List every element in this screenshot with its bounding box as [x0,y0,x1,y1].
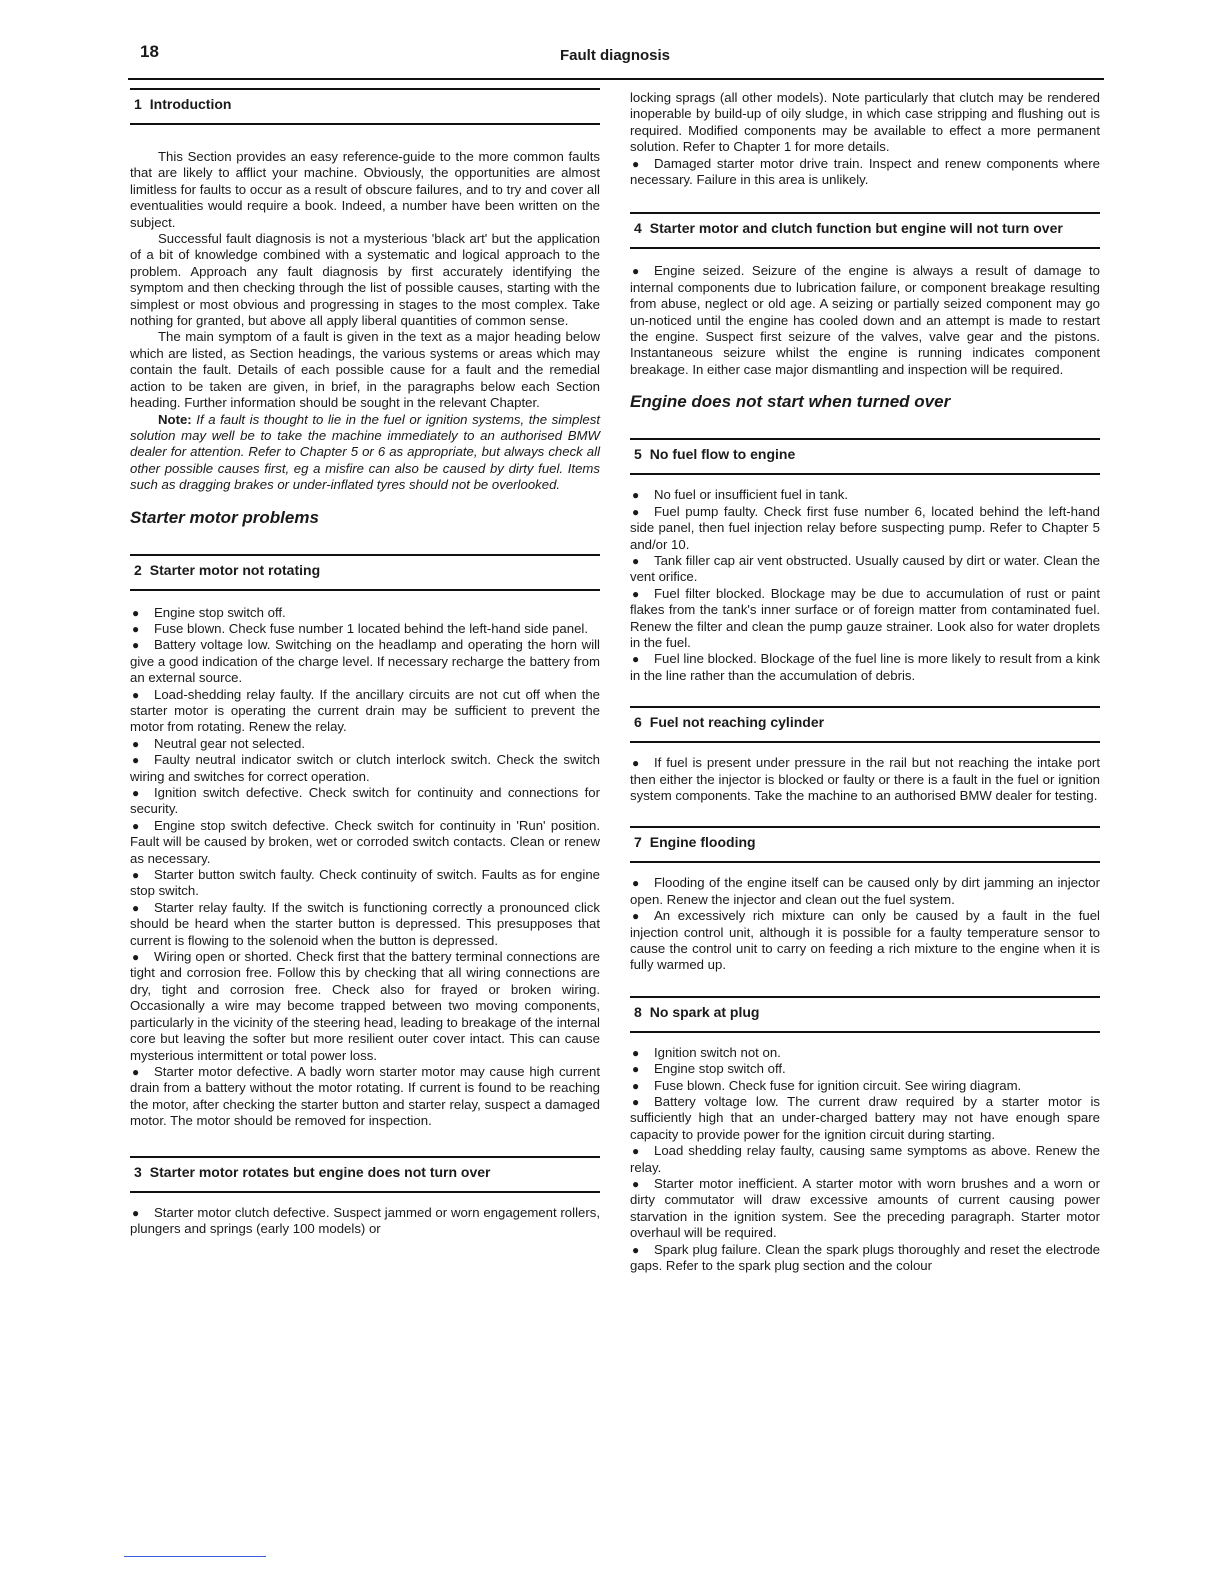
section-6-heading [630,706,1100,743]
section-title: Starter motor and clutch function but engine will not turn over [649,220,1063,237]
intro-paragraph: This Section provides an easy reference-guide to the more common faults that are likely to afflict your machine. Obviously, the opportunities are almost limitless for faults to occur as a result of obscure failures, and to try and cover all eventualities would require a book. Indeed, a number have been written on the subject. [130,149,600,230]
bullet-icon: ● [132,1205,140,1220]
bullet-icon: ● [132,950,140,965]
list-item: ● No fuel or insufficient fuel in tank. [632,487,849,503]
section-number: 6 [634,714,642,731]
section-5-heading [630,438,1100,475]
section-number: 4 [634,220,642,237]
section-8-heading [630,996,1100,1033]
bullet-icon: ● [132,786,140,800]
section-4-heading [630,212,1100,249]
section-title: No fuel flow to engine [649,446,796,463]
list-item: ● Faulty neutral indicator switch or clutch interlock switch. Check the switch wiring and switches for correct operation. [130,752,600,784]
bullet-icon: ● [132,736,140,751]
list-item: ● An excessively rich mixture can only be caused by a fault in the fuel injection control unit, although it is possible for a faulty temperature sensor to cause the control unit to carry on feeding a rich mixture to the engine when it is fully warmed up. [630,908,1100,973]
list-item: ● Fuel filter blocked. Blockage may be due to accumulation of rust or paint flakes from the tank's inner surface or of foreign matter from contaminated fuel. Renew the filter and clean the pump gauze strainer. Look also for water droplets in the fuel. [630,585,1100,650]
list-item: ● Damaged starter motor drive train. Inspect and renew components where necessary. Failure in this area is unlikely. [630,155,1100,188]
page-header [128,40,1104,80]
bullet-icon: ● [632,1062,640,1077]
bullet-icon: ● [632,909,640,924]
section-2-heading [130,554,600,591]
major-heading-starter: Starter motor problems [130,507,319,527]
bullet-icon: ● [132,687,140,702]
bullet-icon: ● [632,504,640,519]
left-column [130,84,600,1237]
list-item: ● Flooding of the engine itself can be caused only by dirt jamming an injector open. Renew the injector and clean out the fuel system. [630,875,1100,907]
list-item: ● Fuse blown. Check fuse number 1 located behind the left-hand side panel. [132,620,588,636]
list-item: ● Engine stop switch off. [132,604,286,620]
list-item: ● Battery voltage low. The current draw required by a starter motor is sufficiently high that an under-charged battery may not have enough spare capacity to provide power for the ignition circuit during starting. [630,1094,1100,1142]
section-2-items [130,605,600,1130]
bullet-icon: ● [632,876,640,891]
list-item: ● Ignition switch not on. [632,1044,781,1060]
section-title: Fuel not reaching cylinder [649,714,825,731]
major-heading-no-start: Engine does not start when turned over [630,392,951,412]
intro-note [130,412,600,494]
bullet-icon: ● [132,868,140,883]
bullet-icon: ● [632,553,640,568]
list-item: ● Engine stop switch off. [632,1061,786,1077]
bullet-icon: ● [132,1064,140,1079]
bullet-icon: ● [632,1144,640,1159]
list-item: ● Spark plug failure. Clean the spark plugs thoroughly and reset the electrode gaps. Refer to the spark plug section and the colour [630,1241,1100,1274]
intro-paragraph: The main symptom of a fault is given in the text as a major heading below which are listed, as Section headings, the various systems or areas which may contain the fault. Details of each possible cause for a fault and the remedial action to be taken are given, in brief, in the paragraphs below each Section heading. Further information should be sought in the relevant Chapter. [130,329,600,411]
bullet-icon: ● [632,756,640,771]
bullet-icon: ● [632,156,640,171]
list-item: ● Engine stop switch defective. Check switch for continuity in 'Run' position. Fault will be caused by broken, wet or corroded switch contacts. Clean or renew as necessary. [130,817,600,866]
bullet-icon: ● [132,605,140,620]
list-item: ● Ignition switch defective. Check switch for continuity and connections for security. [130,785,600,817]
intro-paragraph: Successful fault diagnosis is not a mysterious 'black art' but the application of a bit of knowledge combined with a systematic and logical approach to the problem. Approach any fault diagnosis by first accurately identifying the symptom and then checking through the list of possible causes, starting with the simplest or most obvious and progressing in stages to the most complex. Take nothing for granted, but above all apply liberal quantities of common sense. [130,231,600,329]
right-column [630,84,1100,1275]
bullet-icon: ● [632,1078,640,1093]
bullet-icon: ● [132,900,140,915]
list-item: ● If fuel is present under pressure in the rail but not reaching the intake port then either the injector is blocked or faulty or there is a fault in the fuel or ignition system components. Take the machine to an authorised BMW dealer for testing. [630,755,1100,803]
list-item: ● Tank filler cap air vent obstructed. Usually caused by dirt or water. Clean the vent orifice. [630,552,1100,585]
list-item: ● Fuel pump faulty. Check first fuse number 6, located behind the left-hand side panel, then fuel injection relay before suspecting pump. Refer to Chapter 5 and/or 10. [630,503,1100,552]
section-title: Starter motor rotates but engine does not turn over [149,1163,491,1180]
list-item: ● Fuel line blocked. Blockage of the fuel line is more likely to result from a kink in the line rather than the accumulation of debris. [630,651,1100,683]
bullet-icon: ● [632,264,640,279]
section-1-heading [130,88,600,125]
section-7-heading [630,826,1100,863]
bullet-icon: ● [632,1095,640,1110]
bullet-icon: ● [632,1177,640,1192]
list-item: ● Neutral gear not selected. [132,735,306,751]
list-item: ● Starter motor defective. A badly worn starter motor may cause high current drain from a battery without the motor rotating. If current is found to be reaching the motor, after checking the starter button and starter relay, suspect a damaged motor. The motor should be removed for inspection. [130,1063,600,1129]
list-item: ● Load shedding relay faulty, causing same symptoms as above. Renew the relay. [630,1143,1100,1175]
bullet-icon: ● [632,488,640,503]
section-number: 1 [134,96,142,112]
bullet-icon: ● [632,652,640,667]
note-text: If a fault is thought to lie in the fuel or ignition systems, the simplest solution may well be to take the machine immediately to an authorised BMW dealer for attention. Refer to Chapter 5 or 6 as appropriate, but always check all other possible causes first, eg a misfire can also be caused by dirty fuel. Items such as dragging brakes or under-inflated tyres should not be overlooked. [130,411,600,493]
list-item: ● Fuse blown. Check fuse for ignition circuit. See wiring diagram. [632,1077,1022,1093]
bullet-icon: ● [132,818,140,833]
list-item: ● Starter motor inefficient. A starter motor with worn brushes and a worn or dirty commutator will draw excessive amounts of current causing power starvation in the ignition system. See the preceding paragraph. Starter motor overhaul will be required. [630,1176,1100,1241]
bullet-icon: ● [132,638,140,653]
list-item: ● Starter button switch faulty. Check continuity of switch. Faults as for engine stop switch. [130,867,600,899]
section-title: Introduction [149,96,232,112]
bullet-icon: ● [132,621,140,636]
list-item: ● Starter motor clutch defective. Suspect jammed or worn engagement rollers, plungers and springs (early 100 models) or [130,1204,600,1236]
page-number: 18 [140,42,159,61]
list-item: ● Battery voltage low. Switching on the headlamp and operating the horn will give a good indication of the charge level. If necessary recharge the battery from an external source. [130,637,600,686]
list-item: ● Wiring open or shorted. Check first that the battery terminal connections are tight and corrosion free. Follow this by checking that all wiring connections are dry, tight and corrosion free. Check also for frayed or broken wiring. Occasionally a wire may become trapped between two moving components, particularly in the vicinity of the steering head, leading to breakage of the internal core but leaving the softer but more resilient outer cover intact. This can cause mysterious intermittent or total power loss. [130,949,600,1063]
continued-paragraph: locking sprags (all other models). Note particularly that clutch may be rendered inoperable by build-up of oily sludge, in which case stripping and flushing out is required. Modified components may be available to effect a more permanent solution. Refer to Chapter 1 for more details. [630,90,1100,155]
list-item: ● Load-shedding relay faulty. If the ancillary circuits are not cut off when the starter motor is operating the current drain may be sufficient to prevent the motor from rotating. Renew the relay. [130,686,600,735]
section-title: No spark at plug [649,1003,760,1020]
section-title: Starter motor not rotating [149,561,321,578]
section-title: Engine flooding [649,834,756,851]
section-number: 3 [134,1163,142,1180]
bullet-icon: ● [632,586,640,601]
footer-rule [124,1556,266,1557]
bullet-icon: ● [132,753,140,768]
section-3-heading [130,1156,600,1193]
running-title: Fault diagnosis [560,47,671,64]
list-item: ● Starter relay faulty. If the switch is functioning correctly a pronounced click should be heard when the starter button is depressed. This presupposes that current is flowing to the solenoid when the button is depressed. [130,899,600,948]
section-number: 5 [634,446,642,463]
note-label: Note: [158,411,192,427]
section-number: 7 [634,834,642,851]
section-number: 8 [634,1003,642,1020]
bullet-icon: ● [632,1242,640,1257]
section-number: 2 [134,561,142,578]
list-item: ● Engine seized. Seizure of the engine is always a result of damage to internal components due to lubrication failure, or component breakage resulting from abuse, neglect or old age. A seizing or partially seized component may go un-noticed until the engine has cooled down and an attempt is made to restart the engine. Suspect first seizure of the valves, valve gear and the pistons. Instantaneous seizure whilst the engine is running indicates component breakage. In either case major dismantling and inspection will be required. [630,263,1100,377]
bullet-icon: ● [632,1045,640,1060]
